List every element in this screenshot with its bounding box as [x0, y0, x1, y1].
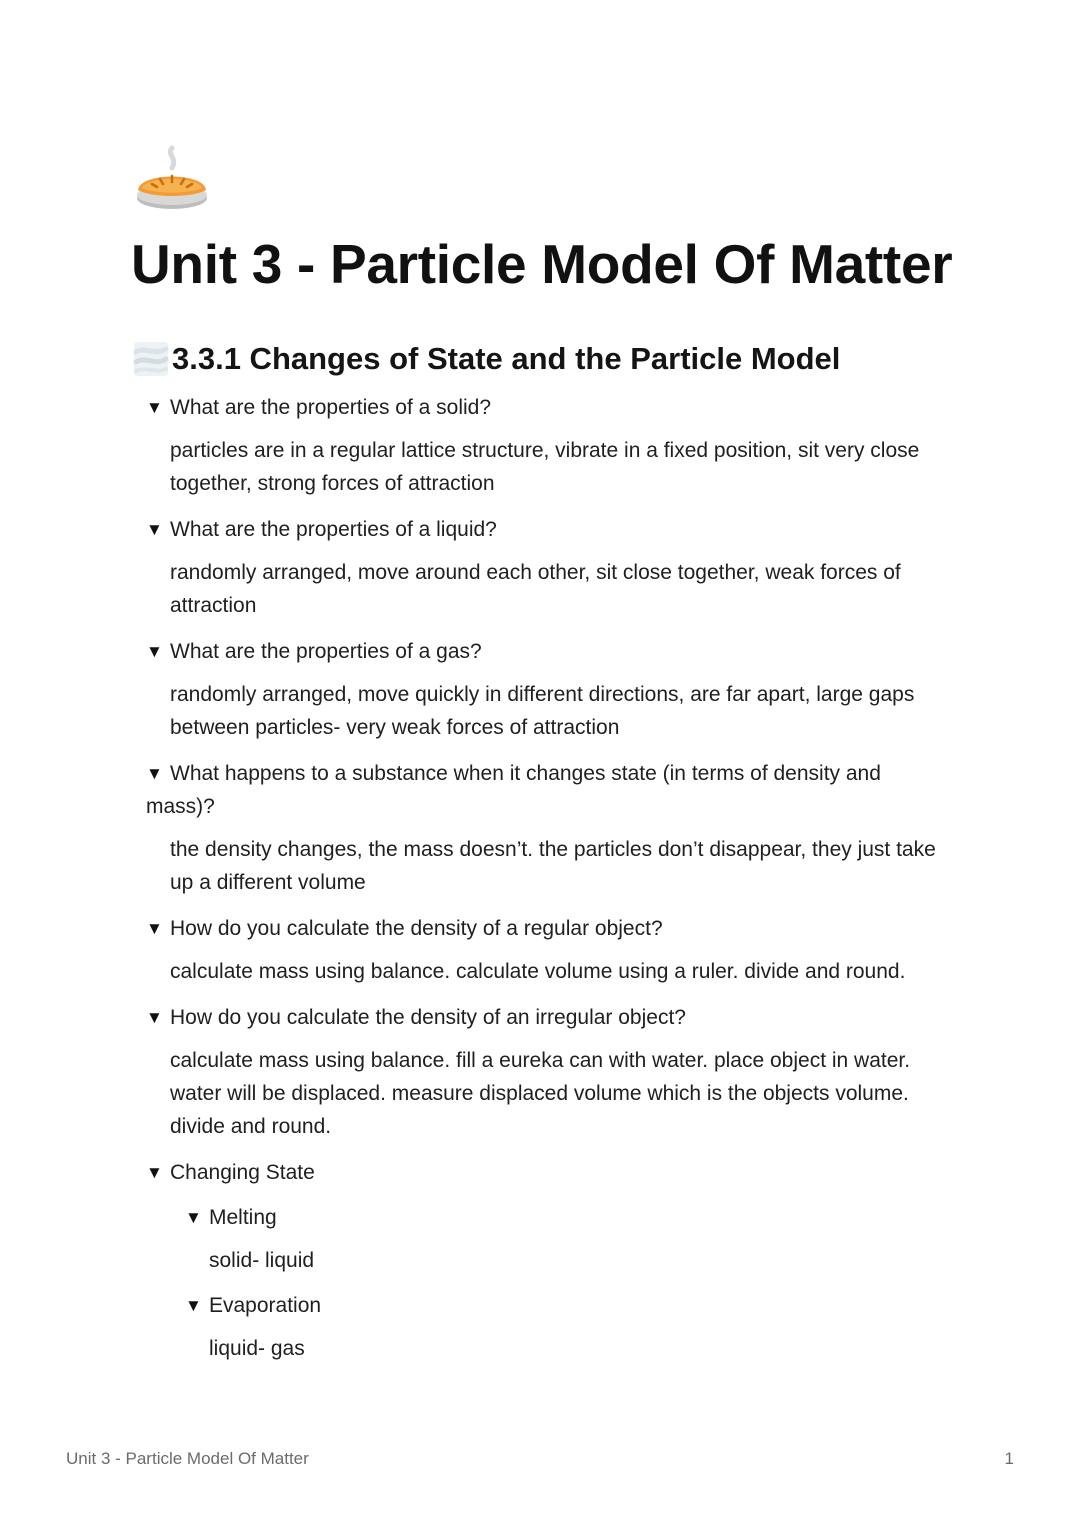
- triangle-down-icon[interactable]: ▼: [146, 764, 163, 783]
- triangle-down-icon[interactable]: ▼: [146, 1163, 163, 1182]
- toggle-answer: liquid- gas: [209, 1337, 305, 1360]
- pie-icon: [132, 142, 212, 216]
- sub-toggle-header[interactable]: [185, 1289, 946, 1322]
- toggle-header[interactable]: [146, 513, 946, 546]
- triangle-down-icon[interactable]: ▼: [146, 1008, 163, 1027]
- section-heading: [132, 338, 840, 380]
- toggle-answer: calculate mass using balance. fill a eureka can with water. place object in water. water will be displaced. measure displaced volume which is the objects volume. divide and round.: [170, 1049, 911, 1138]
- footer-title: Unit 3 - Particle Model Of Matter: [66, 1449, 309, 1468]
- toggle-question: Changing State: [170, 1161, 315, 1184]
- toggle-answer: randomly arranged, move around each other, sit close together, weak forces of attraction: [170, 561, 901, 617]
- triangle-down-icon[interactable]: ▼: [146, 642, 163, 661]
- toggle-answer: solid- liquid: [209, 1249, 315, 1272]
- toggle-block: [146, 1156, 946, 1365]
- toggle-question: Evaporation: [209, 1294, 322, 1317]
- toggle-question: Melting: [209, 1206, 277, 1229]
- toggle-block: [146, 391, 946, 500]
- toggle-answer: the density changes, the mass doesn’t. the particles don’t disappear, they just take up a different volume: [170, 838, 936, 894]
- toggle-question: What happens to a substance when it changes state (in terms of density and mass)?: [146, 762, 881, 818]
- page-title: Unit 3 - Particle Model Of Matter: [131, 233, 953, 295]
- toggle-header[interactable]: [146, 391, 946, 424]
- toggle-header[interactable]: [146, 635, 946, 668]
- toggle-block: [146, 635, 946, 744]
- toggle-header[interactable]: [146, 1001, 946, 1034]
- triangle-down-icon[interactable]: ▼: [185, 1208, 202, 1227]
- sub-toggle-header[interactable]: [185, 1201, 946, 1234]
- sub-toggle-block: [185, 1289, 946, 1365]
- toggle-answer: randomly arranged, move quickly in different directions, are far apart, large gaps between particles- very weak forces of attraction: [170, 683, 915, 739]
- page-number: 1: [1004, 1449, 1014, 1468]
- toggle-block: [146, 912, 946, 988]
- toggle-block: [146, 513, 946, 622]
- toggle-header[interactable]: [146, 1156, 946, 1189]
- toggle-block: [146, 757, 946, 899]
- toggle-header[interactable]: [146, 757, 946, 823]
- toggle-question: What are the properties of a solid?: [170, 396, 492, 419]
- toggle-question: What are the properties of a gas?: [170, 640, 482, 663]
- toggle-answer: calculate mass using balance. calculate volume using a ruler. divide and round.: [170, 960, 906, 983]
- toggle-question: How do you calculate the density of a regular object?: [170, 917, 663, 940]
- triangle-down-icon[interactable]: ▼: [146, 520, 163, 539]
- triangle-down-icon[interactable]: ▼: [185, 1296, 202, 1315]
- toggle-header[interactable]: [146, 912, 946, 945]
- sub-toggle-block: [185, 1201, 946, 1277]
- toggle-question: What are the properties of a liquid?: [170, 518, 497, 541]
- triangle-down-icon[interactable]: ▼: [146, 919, 163, 938]
- fog-icon: [132, 340, 170, 378]
- section-title: 3.3.1 Changes of State and the Particle Model: [172, 341, 841, 376]
- toggle-answer: particles are in a regular lattice structure, vibrate in a fixed position, sit very close together, strong forces of attraction: [170, 439, 920, 495]
- triangle-down-icon[interactable]: ▼: [146, 398, 163, 417]
- toggle-question: How do you calculate the density of an irregular object?: [170, 1006, 686, 1029]
- toggle-block: [146, 1001, 946, 1143]
